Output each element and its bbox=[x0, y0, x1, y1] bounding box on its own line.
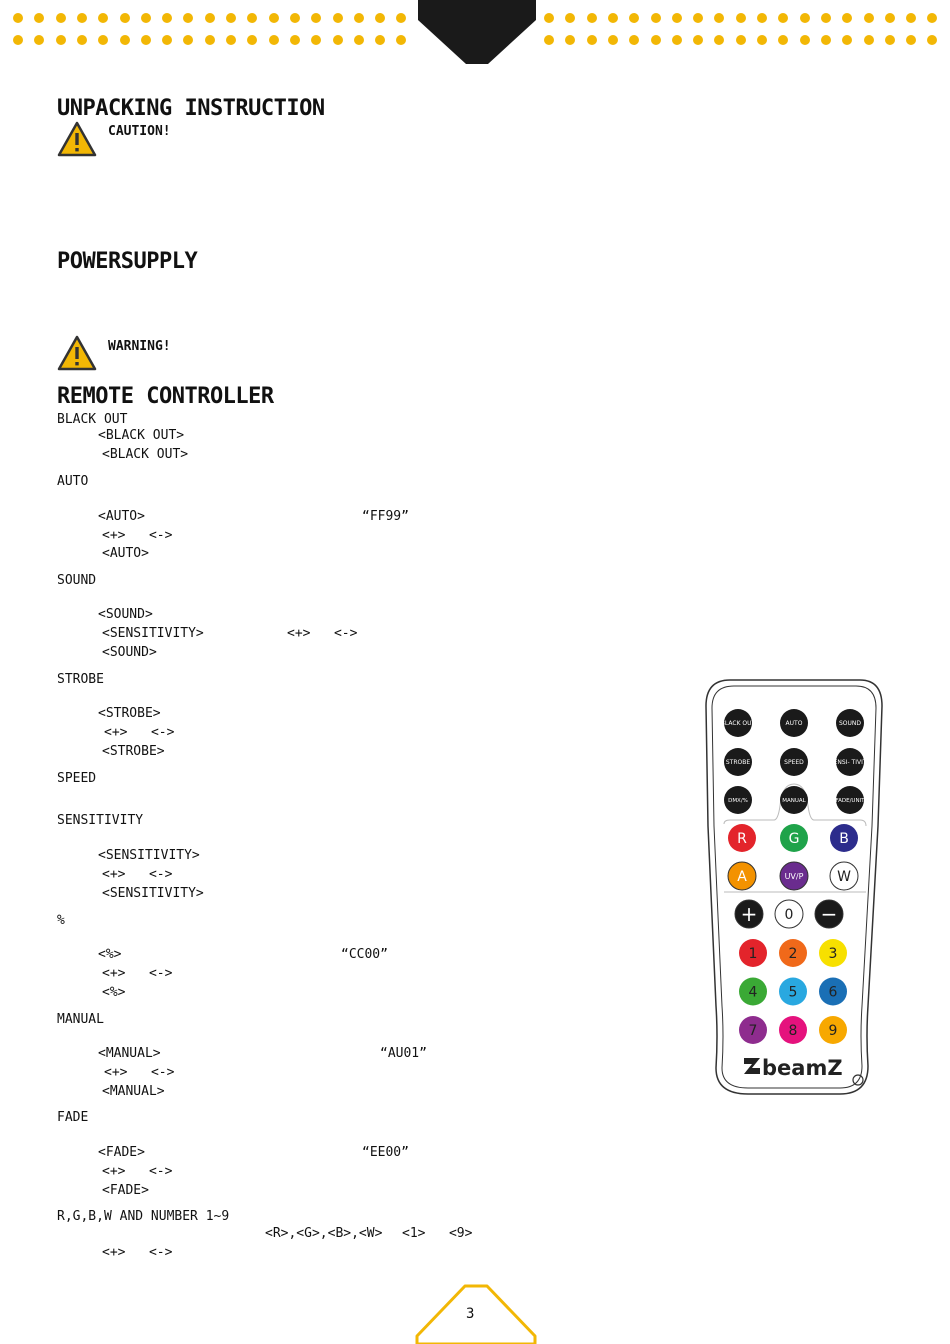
header-dot bbox=[629, 35, 639, 45]
number-button-label: 6 bbox=[828, 984, 838, 1001]
unpacking-title: UNPACKING INSTRUCTION bbox=[57, 96, 325, 121]
remote-button[interactable] bbox=[735, 900, 763, 928]
header-triangle bbox=[418, 0, 536, 66]
color-button[interactable] bbox=[780, 824, 808, 852]
instruction-line: SPEED bbox=[57, 771, 97, 786]
instruction-line: <+> <-> bbox=[287, 626, 358, 641]
instruction-line: <STROBE> bbox=[102, 744, 165, 759]
remote-button[interactable] bbox=[780, 748, 808, 776]
header-dot bbox=[354, 35, 364, 45]
instruction-line: <1> <9> bbox=[402, 1226, 473, 1241]
header-dot bbox=[375, 35, 385, 45]
header-dot bbox=[269, 13, 279, 23]
header-dot bbox=[290, 13, 300, 23]
instruction-line: BLACK OUT bbox=[57, 412, 128, 427]
instruction-line: % bbox=[57, 913, 65, 928]
header-dot bbox=[565, 13, 575, 23]
instruction-line: <+> <-> bbox=[102, 966, 173, 981]
instruction-line: <%> bbox=[98, 947, 122, 962]
number-button[interactable] bbox=[739, 978, 767, 1006]
color-button[interactable] bbox=[728, 862, 756, 890]
remote-button-label: FADE/UNIT bbox=[835, 797, 865, 804]
number-button-label: 5 bbox=[788, 984, 798, 1001]
color-button-label: W bbox=[837, 868, 851, 885]
instruction-line: <MANUAL> bbox=[98, 1046, 161, 1061]
header-dot bbox=[162, 35, 172, 45]
header-dot bbox=[354, 13, 364, 23]
header-dot bbox=[183, 13, 193, 23]
remote-button[interactable] bbox=[780, 709, 808, 737]
instruction-line: “EE00” bbox=[362, 1145, 409, 1160]
instruction-line: <+> <-> bbox=[102, 1245, 173, 1260]
header-dot bbox=[778, 35, 788, 45]
number-button[interactable] bbox=[819, 978, 847, 1006]
header-dot bbox=[205, 13, 215, 23]
header-dot bbox=[34, 13, 44, 23]
instruction-line: FADE bbox=[57, 1110, 89, 1125]
number-button[interactable] bbox=[779, 978, 807, 1006]
header-dot bbox=[587, 35, 597, 45]
header-dot bbox=[927, 13, 937, 23]
header-dot bbox=[333, 13, 343, 23]
remote-button[interactable] bbox=[775, 900, 803, 928]
instruction-line: AUTO bbox=[57, 474, 89, 489]
warning-icon bbox=[57, 335, 97, 371]
number-button-label: 3 bbox=[828, 945, 838, 962]
header-dot bbox=[544, 13, 554, 23]
number-button-label: 8 bbox=[788, 1022, 798, 1039]
remote-button-label: BLACK OUT bbox=[720, 720, 756, 728]
header-dot bbox=[120, 13, 130, 23]
color-button[interactable] bbox=[780, 862, 808, 890]
header-dot bbox=[736, 35, 746, 45]
header-dot bbox=[13, 35, 23, 45]
number-button-label: 7 bbox=[748, 1022, 758, 1039]
header-dot bbox=[141, 13, 151, 23]
instruction-line: <AUTO> bbox=[102, 546, 149, 561]
page-number: 3 bbox=[466, 1306, 475, 1322]
instruction-line: STROBE bbox=[57, 672, 104, 687]
instruction-line: R,G,B,W AND NUMBER 1~9 bbox=[57, 1209, 230, 1224]
instruction-line: <+> <-> bbox=[104, 725, 175, 740]
header-dot bbox=[247, 13, 257, 23]
header-dot bbox=[821, 13, 831, 23]
header-dot bbox=[778, 13, 788, 23]
color-button-label: G bbox=[788, 830, 800, 847]
header-dot bbox=[333, 35, 343, 45]
number-button[interactable] bbox=[779, 939, 807, 967]
remote-button-label: SPEED bbox=[784, 759, 804, 767]
header-dot bbox=[56, 35, 66, 45]
instruction-line: “CC00” bbox=[341, 947, 388, 962]
remote-illustration bbox=[700, 676, 890, 1100]
remote-button[interactable] bbox=[724, 748, 752, 776]
remote-button-label: STROBE bbox=[725, 759, 751, 767]
remote-button-label: − bbox=[820, 902, 838, 926]
instruction-line: <STROBE> bbox=[98, 706, 161, 721]
header-dot bbox=[757, 13, 767, 23]
beamz-logo-text: beamZ bbox=[762, 1056, 843, 1080]
instruction-line: <FADE> bbox=[102, 1183, 149, 1198]
color-button[interactable] bbox=[728, 824, 756, 852]
header-dot bbox=[311, 13, 321, 23]
color-button-label: UV/P bbox=[784, 871, 804, 881]
header-dot bbox=[77, 35, 87, 45]
header-dot bbox=[693, 13, 703, 23]
header-dot bbox=[587, 13, 597, 23]
header-dot bbox=[141, 35, 151, 45]
number-button-label: 2 bbox=[788, 945, 798, 962]
powersupply-title: POWERSUPPLY bbox=[57, 249, 198, 274]
header-dot bbox=[693, 35, 703, 45]
remote-button-label: SOUND bbox=[838, 720, 862, 728]
number-button-label: 4 bbox=[748, 984, 758, 1001]
header-dot bbox=[247, 35, 257, 45]
header-dot bbox=[927, 35, 937, 45]
header-dot bbox=[396, 35, 406, 45]
header-dot bbox=[800, 13, 810, 23]
header-dot bbox=[714, 13, 724, 23]
instruction-line: <R>,<G>,<B>,<W> bbox=[265, 1226, 383, 1241]
instruction-line: MANUAL bbox=[57, 1012, 104, 1027]
header-dot bbox=[34, 35, 44, 45]
color-button-label: R bbox=[737, 830, 747, 847]
header-dot bbox=[906, 35, 916, 45]
color-button[interactable] bbox=[830, 824, 858, 852]
instruction-line: <+> <-> bbox=[104, 1065, 175, 1080]
header-dot bbox=[375, 13, 385, 23]
number-button[interactable] bbox=[739, 939, 767, 967]
warning-label: WARNING! bbox=[108, 339, 171, 354]
instruction-line: SENSITIVITY bbox=[57, 813, 144, 828]
header-dot bbox=[269, 35, 279, 45]
header-dot bbox=[842, 13, 852, 23]
number-button-label: 9 bbox=[828, 1022, 838, 1039]
header-dot bbox=[864, 13, 874, 23]
remote-controller-title: REMOTE CONTROLLER bbox=[57, 384, 274, 409]
header-dot bbox=[77, 13, 87, 23]
header-dot bbox=[885, 35, 895, 45]
instruction-line: <MANUAL> bbox=[102, 1084, 165, 1099]
instruction-line: <SENSITIVITY> bbox=[98, 848, 200, 863]
header-dot bbox=[98, 35, 108, 45]
header-dot bbox=[672, 13, 682, 23]
header-dot bbox=[608, 35, 618, 45]
color-button[interactable] bbox=[830, 862, 858, 890]
instruction-line: “AU01” bbox=[380, 1046, 427, 1061]
header-dot bbox=[56, 13, 66, 23]
header-dot bbox=[120, 35, 130, 45]
number-button[interactable] bbox=[819, 1016, 847, 1044]
number-button-label: 1 bbox=[748, 945, 758, 962]
header-dot bbox=[13, 13, 23, 23]
color-button-label: B bbox=[839, 830, 849, 847]
header-dot bbox=[565, 35, 575, 45]
header-dot bbox=[226, 35, 236, 45]
instruction-line: <AUTO> bbox=[98, 509, 145, 524]
instruction-line: <SOUND> bbox=[98, 607, 153, 622]
header-dot bbox=[226, 13, 236, 23]
instruction-line: <+> <-> bbox=[102, 528, 173, 543]
remote-button-label: + bbox=[740, 902, 758, 926]
instruction-line: <FADE> bbox=[98, 1145, 145, 1160]
number-button[interactable] bbox=[779, 1016, 807, 1044]
number-button[interactable] bbox=[819, 939, 847, 967]
remote-button-label: SENSI- TIVITY bbox=[829, 759, 871, 767]
remote-button[interactable] bbox=[724, 786, 752, 814]
remote-button-label: AUTO bbox=[785, 720, 803, 728]
instruction-line: <SENSITIVITY> bbox=[102, 886, 204, 901]
header-dot bbox=[544, 35, 554, 45]
header-dot bbox=[651, 13, 661, 23]
header-dot bbox=[864, 35, 874, 45]
header-dot bbox=[205, 35, 215, 45]
instruction-line: <BLACK OUT> bbox=[98, 428, 185, 443]
header-dot bbox=[311, 35, 321, 45]
instruction-line: SOUND bbox=[57, 573, 97, 588]
remote-button[interactable] bbox=[780, 786, 808, 814]
header-dot bbox=[906, 13, 916, 23]
header-dot bbox=[714, 35, 724, 45]
instruction-line: <SOUND> bbox=[102, 645, 157, 660]
header-dot bbox=[842, 35, 852, 45]
instruction-line: <SENSITIVITY> bbox=[102, 626, 204, 641]
header-dot bbox=[800, 35, 810, 45]
remote-button-label: 0 bbox=[784, 906, 794, 923]
header-dot bbox=[757, 35, 767, 45]
remote-button-label: DMX/% bbox=[728, 797, 748, 804]
remote-button[interactable] bbox=[815, 900, 843, 928]
header-dot bbox=[629, 13, 639, 23]
header-dot bbox=[821, 35, 831, 45]
header-dot bbox=[608, 13, 618, 23]
instruction-line: <+> <-> bbox=[102, 867, 173, 882]
instruction-line: <%> bbox=[102, 985, 126, 1000]
header-dot bbox=[736, 13, 746, 23]
remote-button-label: MANUAL bbox=[782, 797, 806, 804]
header-dot bbox=[183, 35, 193, 45]
header-dot bbox=[98, 13, 108, 23]
number-button[interactable] bbox=[739, 1016, 767, 1044]
instruction-line: <BLACK OUT> bbox=[102, 447, 189, 462]
header-dot bbox=[672, 35, 682, 45]
page-number-badge bbox=[415, 1282, 537, 1344]
header-dot bbox=[162, 13, 172, 23]
color-button-label: A bbox=[737, 868, 747, 885]
caution-label: CAUTION! bbox=[108, 124, 171, 139]
caution-icon bbox=[57, 121, 97, 157]
instruction-line: <+> <-> bbox=[102, 1164, 173, 1179]
remote-button[interactable] bbox=[836, 709, 864, 737]
header-dot bbox=[651, 35, 661, 45]
instruction-line: “FF99” bbox=[362, 509, 409, 524]
header-dot bbox=[885, 13, 895, 23]
header-dot bbox=[290, 35, 300, 45]
header-dot bbox=[396, 13, 406, 23]
